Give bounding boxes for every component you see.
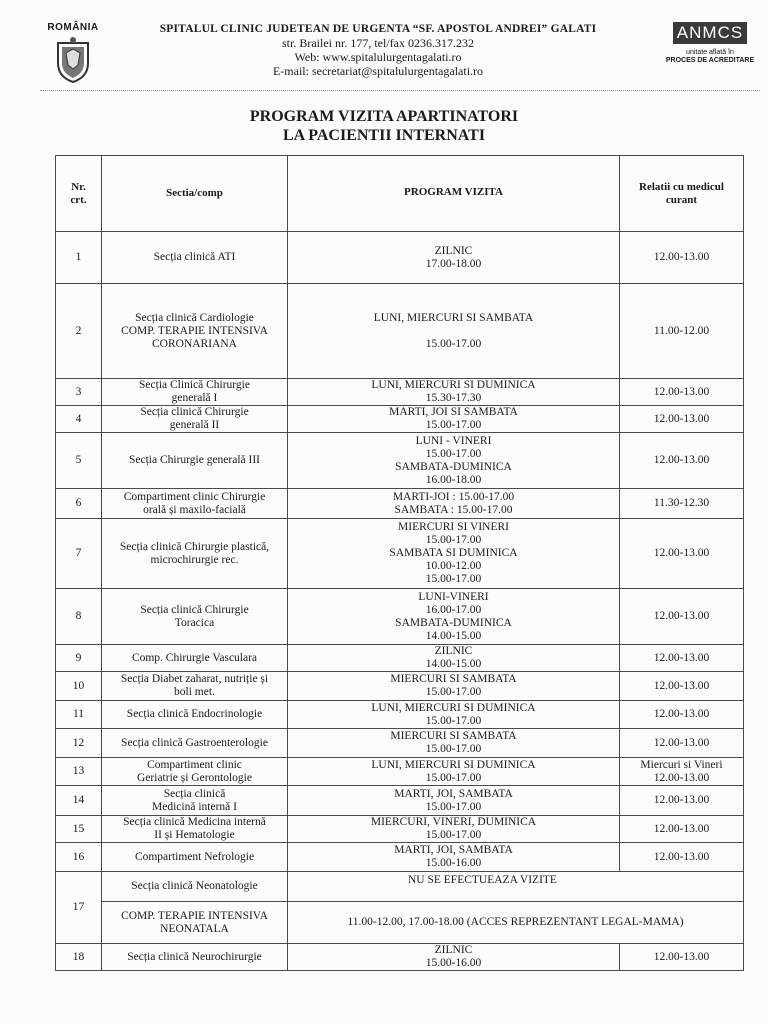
row-program: LUNI, MIERCURI SI DUMINICA 15.00-17.00 [288, 701, 620, 729]
row-program: ZILNIC 17.00-18.00 [288, 232, 620, 284]
row-program: MARTI-JOI : 15.00-17.00 SAMBATA : 15.00-17.00 [288, 489, 620, 519]
table-row [56, 645, 744, 672]
row-program: LUNI, MIERCURI SI DUMINICA 15.30-17.30 [288, 379, 620, 406]
header-nr: Nr. crt. [56, 156, 102, 232]
row-relatii: 12.00-13.00 [620, 519, 744, 589]
title-line-2: LA PACIENTII INTERNATI [282, 127, 486, 144]
row-sectia: Secția clinică Neonatologie [102, 872, 288, 902]
row-relatii: 12.00-13.00 [620, 729, 744, 758]
row-relatii: 12.00-13.00 [620, 786, 744, 816]
hospital-header [118, 22, 638, 78]
row-sectia: Compartiment Nefrologie [102, 843, 288, 872]
table-row [56, 589, 744, 645]
anmcs-logo-text: ANMCS [673, 22, 747, 44]
row-sectia: Compartiment clinic Geriatrie și Gerontologie [102, 758, 288, 786]
table-row [56, 786, 744, 816]
table-row [56, 701, 744, 729]
table-row [56, 232, 744, 284]
row-sectia: Comp. Chirurgie Vasculara [102, 645, 288, 672]
row-sectia: Secția Clinică Chirurgie generală I [102, 379, 288, 406]
row-relatii: 12.00-13.00 [620, 701, 744, 729]
row-relatii: 12.00-13.00 [620, 816, 744, 843]
row-relatii: 12.00-13.00 [620, 944, 744, 971]
row-program: ZILNIC 14.00-15.00 [288, 645, 620, 672]
row-nr: 9 [56, 645, 102, 672]
table-row [56, 729, 744, 758]
table-row [56, 672, 744, 701]
table-row [56, 379, 744, 406]
header-program: PROGRAM VIZITA [288, 156, 620, 232]
row-sectia: Secția clinică Neurochirurgie [102, 944, 288, 971]
hospital-name: SPITALUL CLINIC JUDETEAN DE URGENTA “SF. APOSTOL ANDREI” GALATI [159, 23, 597, 35]
table-row [56, 519, 744, 589]
row-relatii: Miercuri si Vineri 12.00-13.00 [620, 758, 744, 786]
row-nr: 8 [56, 589, 102, 645]
row-sectia: Secția Diabet zaharat, nutriție și boli met. [102, 672, 288, 701]
row-sectia: Secția Chirurgie generală III [102, 433, 288, 489]
row-nr: 13 [56, 758, 102, 786]
row-program: ZILNIC 15.00-16.00 [288, 944, 620, 971]
row-program: LUNI-VINERI 16.00-17.00 SAMBATA-DUMINICA 14.00-15.00 [288, 589, 620, 645]
row-nr: 14 [56, 786, 102, 816]
row-nr: 5 [56, 433, 102, 489]
row-sectia: Secția clinică Endocrinologie [102, 701, 288, 729]
row-relatii: 11.00-12.00 [620, 284, 744, 379]
table-row [56, 902, 744, 944]
row-program: MIERCURI SI SAMBATA 15.00-17.00 [288, 672, 620, 701]
row-relatii: 12.00-13.00 [620, 645, 744, 672]
row-nr: 12 [56, 729, 102, 758]
row-program: LUNI - VINERI 15.00-17.00 SAMBATA-DUMINICA 16.00-18.00 [288, 433, 620, 489]
table-row [56, 406, 744, 433]
row-nr: 18 [56, 944, 102, 971]
header-relatii: Relatii cu medicul curant [620, 156, 744, 232]
row-sectia: Secția clinică Cardiologie COMP. TERAPIE INTENSIVA CORONARIANA [102, 284, 288, 379]
table-header-row [56, 156, 744, 232]
row-nr: 3 [56, 379, 102, 406]
row-relatii: 12.00-13.00 [620, 433, 744, 489]
table-row [56, 489, 744, 519]
country-label: ROMÂNIA [47, 22, 99, 33]
row-relatii: 12.00-13.00 [620, 406, 744, 433]
table-row [56, 872, 744, 902]
anmcs-logo [660, 22, 760, 65]
row-program: MARTI, JOI, SAMBATA 15.00-16.00 [288, 843, 620, 872]
row-relatii: 12.00-13.00 [620, 232, 744, 284]
page-title [0, 107, 768, 145]
table-row [56, 816, 744, 843]
row-sectia: Secția clinică Chirurgie Toracica [102, 589, 288, 645]
row-nr: 4 [56, 406, 102, 433]
row-nr: 2 [56, 284, 102, 379]
row-nr: 11 [56, 701, 102, 729]
row-relatii: 12.00-13.00 [620, 672, 744, 701]
row-relatii: 12.00-13.00 [620, 379, 744, 406]
hospital-email: E-mail: secretariat@spitalulurgentagalati.ro [272, 64, 484, 78]
row-sectia: COMP. TERAPIE INTENSIVA NEONATALA [102, 902, 288, 944]
table-row [56, 284, 744, 379]
row-sectia: Secția clinică Medicină internă I [102, 786, 288, 816]
row-sectia: Secția clinică Chirurgie plastică, microchirurgie rec. [102, 519, 288, 589]
row-nr: 7 [56, 519, 102, 589]
row-sectia: Compartiment clinic Chirurgie orală și maxilo-facială [102, 489, 288, 519]
row-sectia: Secția clinică ATI [102, 232, 288, 284]
header-divider [40, 90, 760, 91]
title-line-1: PROGRAM VIZITA APARTINATORI [249, 108, 519, 125]
table-row [56, 944, 744, 971]
table-row [56, 433, 744, 489]
row-nr: 17 [56, 872, 102, 944]
row-program: LUNI, MIERCURI SI DUMINICA 15.00-17.00 [288, 758, 620, 786]
row-sectia: Secția clinică Chirurgie generală II [102, 406, 288, 433]
row-sectia: Secția clinică Medicina internă II și Hematologie [102, 816, 288, 843]
hospital-web: Web: www.spitalulurgentagalati.ro [294, 50, 462, 64]
row-program: LUNI, MIERCURI SI SAMBATA 15.00-17.00 [288, 284, 620, 379]
table-row [56, 843, 744, 872]
row-nr: 10 [56, 672, 102, 701]
coat-of-arms-icon [48, 35, 98, 85]
row-sectia: Secția clinică Gastroenterologie [102, 729, 288, 758]
romania-logo [40, 22, 106, 85]
row-program: NU SE EFECTUEAZA VIZITE [288, 872, 744, 902]
row-nr: 16 [56, 843, 102, 872]
row-program: MARTI, JOI SI SAMBATA 15.00-17.00 [288, 406, 620, 433]
anmcs-status-line1: unitate aflată în [686, 49, 734, 56]
row-program: MIERCURI SI VINERI 15.00-17.00 SAMBATA SI DUMINICA 10.00-12.00 15.00-17.00 [288, 519, 620, 589]
header-sectia: Sectia/comp [102, 156, 288, 232]
row-program: MARTI, JOI, SAMBATA 15.00-17.00 [288, 786, 620, 816]
table-row [56, 758, 744, 786]
hospital-address: str. Brailei nr. 177, tel/fax 0236.317.232 [282, 36, 474, 50]
row-relatii: 12.00-13.00 [620, 843, 744, 872]
anmcs-status-line2: PROCES DE ACREDITARE [665, 57, 755, 64]
row-program: MIERCURI SI SAMBATA 15.00-17.00 [288, 729, 620, 758]
row-nr: 6 [56, 489, 102, 519]
row-nr: 15 [56, 816, 102, 843]
row-nr: 1 [56, 232, 102, 284]
visit-schedule-table [55, 155, 744, 971]
row-program: 11.00-12.00, 17.00-18.00 (ACCES REPREZENTANT LEGAL-MAMA) [288, 902, 744, 944]
row-program: MIERCURI, VINERI, DUMINICA 15.00-17.00 [288, 816, 620, 843]
row-relatii: 12.00-13.00 [620, 589, 744, 645]
row-relatii: 11.30-12.30 [620, 489, 744, 519]
